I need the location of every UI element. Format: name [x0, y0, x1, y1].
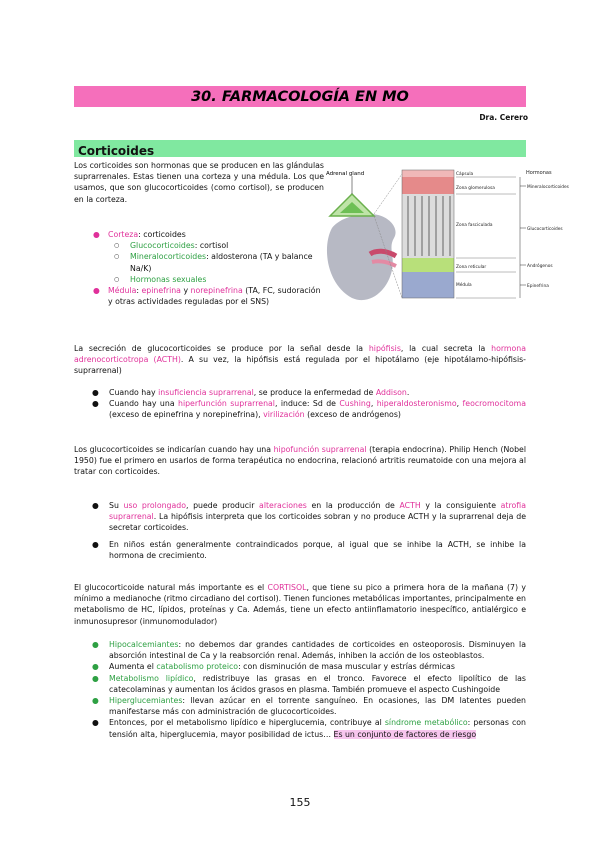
highlighted-text: Es un conjunto de factores de riesgo — [333, 729, 477, 739]
hormone-label-glucocorticoids: Glucocorticoides — [527, 227, 563, 232]
page-title-bar — [74, 86, 526, 107]
adrenal-gland-figure — [322, 166, 580, 304]
hormone-label-epinephrine: Epinefrina — [527, 284, 549, 289]
glomerulosa-layer — [402, 177, 454, 194]
capsule-layer — [402, 170, 454, 177]
list-item: ● Entonces, por el metabolismo lipídico e hiperglucemia, contribuye al síndrome metabólico: personas con tensión alta, hiperglucemia, mayor posibilidad de ictus… Es un conjunto de factores de riesgo — [92, 718, 526, 739]
hormone-header: Hormonas — [526, 170, 552, 176]
list-item: ● Cuando hay insuficiencia suprarrenal, se produce la enfermedad de Addison. — [92, 388, 410, 397]
paragraph-acth: La secreción de glucocorticoides se produce por la señal desde la hipófisis, la cual secreta la hormona adrenocorticotropa (ACTH). A su vez, la hipófisis está regulada por el hipotálamo (eje hipotálamo-hipófisis-suprarrenal) — [74, 344, 526, 376]
list-suprarrenal — [74, 387, 526, 421]
zone-label-reticular: Zona reticular — [456, 265, 487, 270]
list-item: ● Médula: epinefrina y norepinefrina (TA, FC, sudoración y otras actividades reguladas por el SNS) — [93, 286, 321, 307]
list-metabolic-effects — [74, 639, 526, 740]
hormone-label-mineralocorticoids: Mineralocorticoides — [527, 185, 569, 190]
list-item: ○ Glucocorticoides: cortisol — [114, 241, 229, 251]
page-number: 155 — [289, 796, 311, 809]
list-item: ● En niños están generalmente contraindicados porque, al igual que se inhibe la ACTH, se inhibe la hormona de crecimiento. — [92, 539, 526, 560]
list-item: ● Su uso prolongado, puede producir alteraciones en la producción de ACTH y la consiguiente atrofia suprarrenal. La hipófisis interpreta que los corticoides sobran y no produce ACTH y la suprarrenal deja de secretar corticoides. — [92, 501, 526, 533]
zone-label-fasciculata: Zona fasciculada — [456, 223, 493, 228]
zone-label-medulla: Médula — [456, 283, 472, 288]
author: Dra. Cerero — [479, 113, 528, 122]
list-item: ○ Mineralocorticoides: aldosterona (TA y balance Na/K) — [114, 252, 313, 273]
list-item: ● Aumenta el catabolismo proteico: con disminución de masa muscular y estrías dérmicas — [92, 662, 455, 672]
intro-list — [74, 229, 326, 307]
paragraph-indications: Los glucocorticoides se indicarían cuando hay una hipofunción suprarrenal (terapia endocrina). Philip Hench (Nobel 1950) fue el primero en usarlos de forma terapéutica no endocrina, relacionó artritis reumatoide con una mejora al tratar con corticoides. — [74, 445, 526, 477]
intro-paragraph: Los corticoides son hormonas que se producen en las glándulas suprarrenales. Estas tienen una corteza y una médula. Los que usamos, que son glucocorticoides (como cortisol), se producen en la corteza. — [74, 161, 324, 204]
hormone-label-androgens: Andrógenos — [527, 264, 553, 269]
zone-label-capsule: Cápsula — [456, 172, 474, 177]
list-prolonged-use — [74, 500, 526, 561]
kidney-shape — [327, 214, 396, 300]
list-item: ● Hipocalcemiantes: no debemos dar grandes cantidades de corticoides en osteoporosis. Disminuyen la absorción intestinal de Ca y la reabsorción renal. Además, inhiben la acción de los osteoblastos. — [92, 640, 526, 661]
zone-label-glomerulosa: Zona glomerulosa — [456, 186, 495, 191]
paragraph-cortisol: El glucocorticoide natural más importante es el CORTISOL, que tiene su pico a primera hora de la mañana (7) y mínimo a medianoche (ritmo circadiano del cortisol). Tienen funciones metabólicas importantes, principalmente en metabolismo de HC, lípidos, proteínas y Ca. Además, tiene un efecto antiinflamatorio inespecífico, antialérgico e inmunosupresor (inmunomodulador) — [74, 583, 526, 626]
list-item: ● Cuando hay una hiperfunción suprarrenal, induce: Sd de Cushing, hiperaldosteronismo, feocromocitoma (exceso de epinefrina y norepinefrina), virilización (exceso de andrógenos) — [92, 399, 526, 420]
list-item: ● Metabolismo lipídico, redistribuye las grasas en el tronco. Favorece el efecto lipolítico de las catecolaminas y aumentan los ácidos grasos en plasma. También promueve el aspecto Cushingoide — [92, 673, 526, 694]
section-title: Corticoides — [78, 144, 155, 158]
page-title: 30. FARMACOLOGÍA EN MO — [191, 89, 409, 105]
list-item: ● Corteza: corticoides — [93, 230, 186, 239]
section-header — [74, 140, 526, 157]
list-item: ● Hiperglucemiantes: llevan azúcar en el torrente sanguíneo. En ocasiones, las DM latentes pueden manifestarse más con administración de glucocorticoides. — [92, 696, 526, 717]
medulla-layer — [402, 272, 454, 298]
reticular-layer — [402, 258, 454, 272]
list-item: ○ Hormonas sexuales — [114, 274, 207, 284]
gland-label: Adrenal gland — [326, 171, 365, 177]
